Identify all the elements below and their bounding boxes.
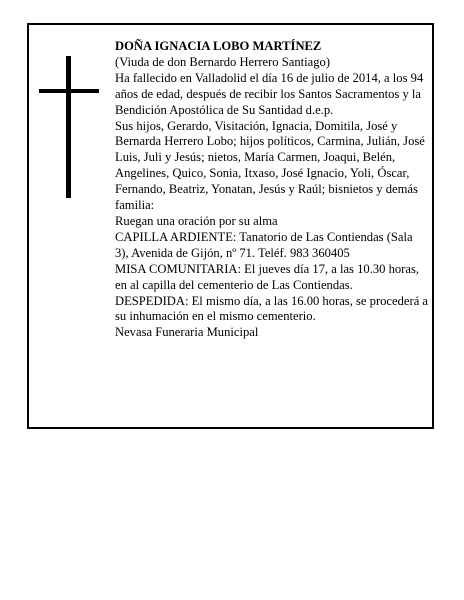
deceased-name: DOÑA IGNACIA LOBO MARTÍNEZ (115, 39, 322, 53)
family-list: Sus hijos, Gerardo, Visitación, Ignacia, Domitila, José y Bernarda Herrero Lobo; hijos políticos, Carmina, Julián, José Luis, Juli y Jesús; nietos, María Carmen, Joaqui, Belén, Angelines, Quico, Sonia, Itxaso, José Ignacio, Yoli, Óscar, Fernando, Beatriz, Yonatan, Jesús y Raúl; bisnietos y demás familia: (115, 118, 425, 213)
cross-icon (39, 56, 99, 198)
death-announcement: Ha fallecido en Valladolid el día 16 de julio de 2014, a los 94 años de edad, después de recibir los Santos Sacramentos y la Bendición Apostólica de Su Santidad d.e.p. (115, 70, 424, 117)
notice-text (115, 39, 429, 341)
prayer-request: Ruegan una oración por su alma (115, 213, 278, 228)
obituary-notice (27, 23, 434, 429)
chapel-info: CAPILLA ARDIENTE: Tanatorio de Las Contiendas (Sala 3), Avenida de Gijón, nº 71. Teléf. 983 360405 (115, 229, 413, 260)
cross-vertical-bar (66, 56, 71, 198)
funeral-home: Nevasa Funeraria Municipal (115, 325, 259, 340)
farewell-info: DESPEDIDA: El mismo día, a las 16.00 horas, se procederá a su inhumación en el mismo cementerio. (115, 293, 429, 324)
widow-of-line: (Viuda de don Bernardo Herrero Santiago) (115, 54, 331, 69)
cross-horizontal-bar (39, 89, 99, 93)
mass-info: MISA COMUNITARIA: El jueves día 17, a las 10.30 horas, en al capilla del cementerio de Las Contiendas. (115, 261, 420, 292)
